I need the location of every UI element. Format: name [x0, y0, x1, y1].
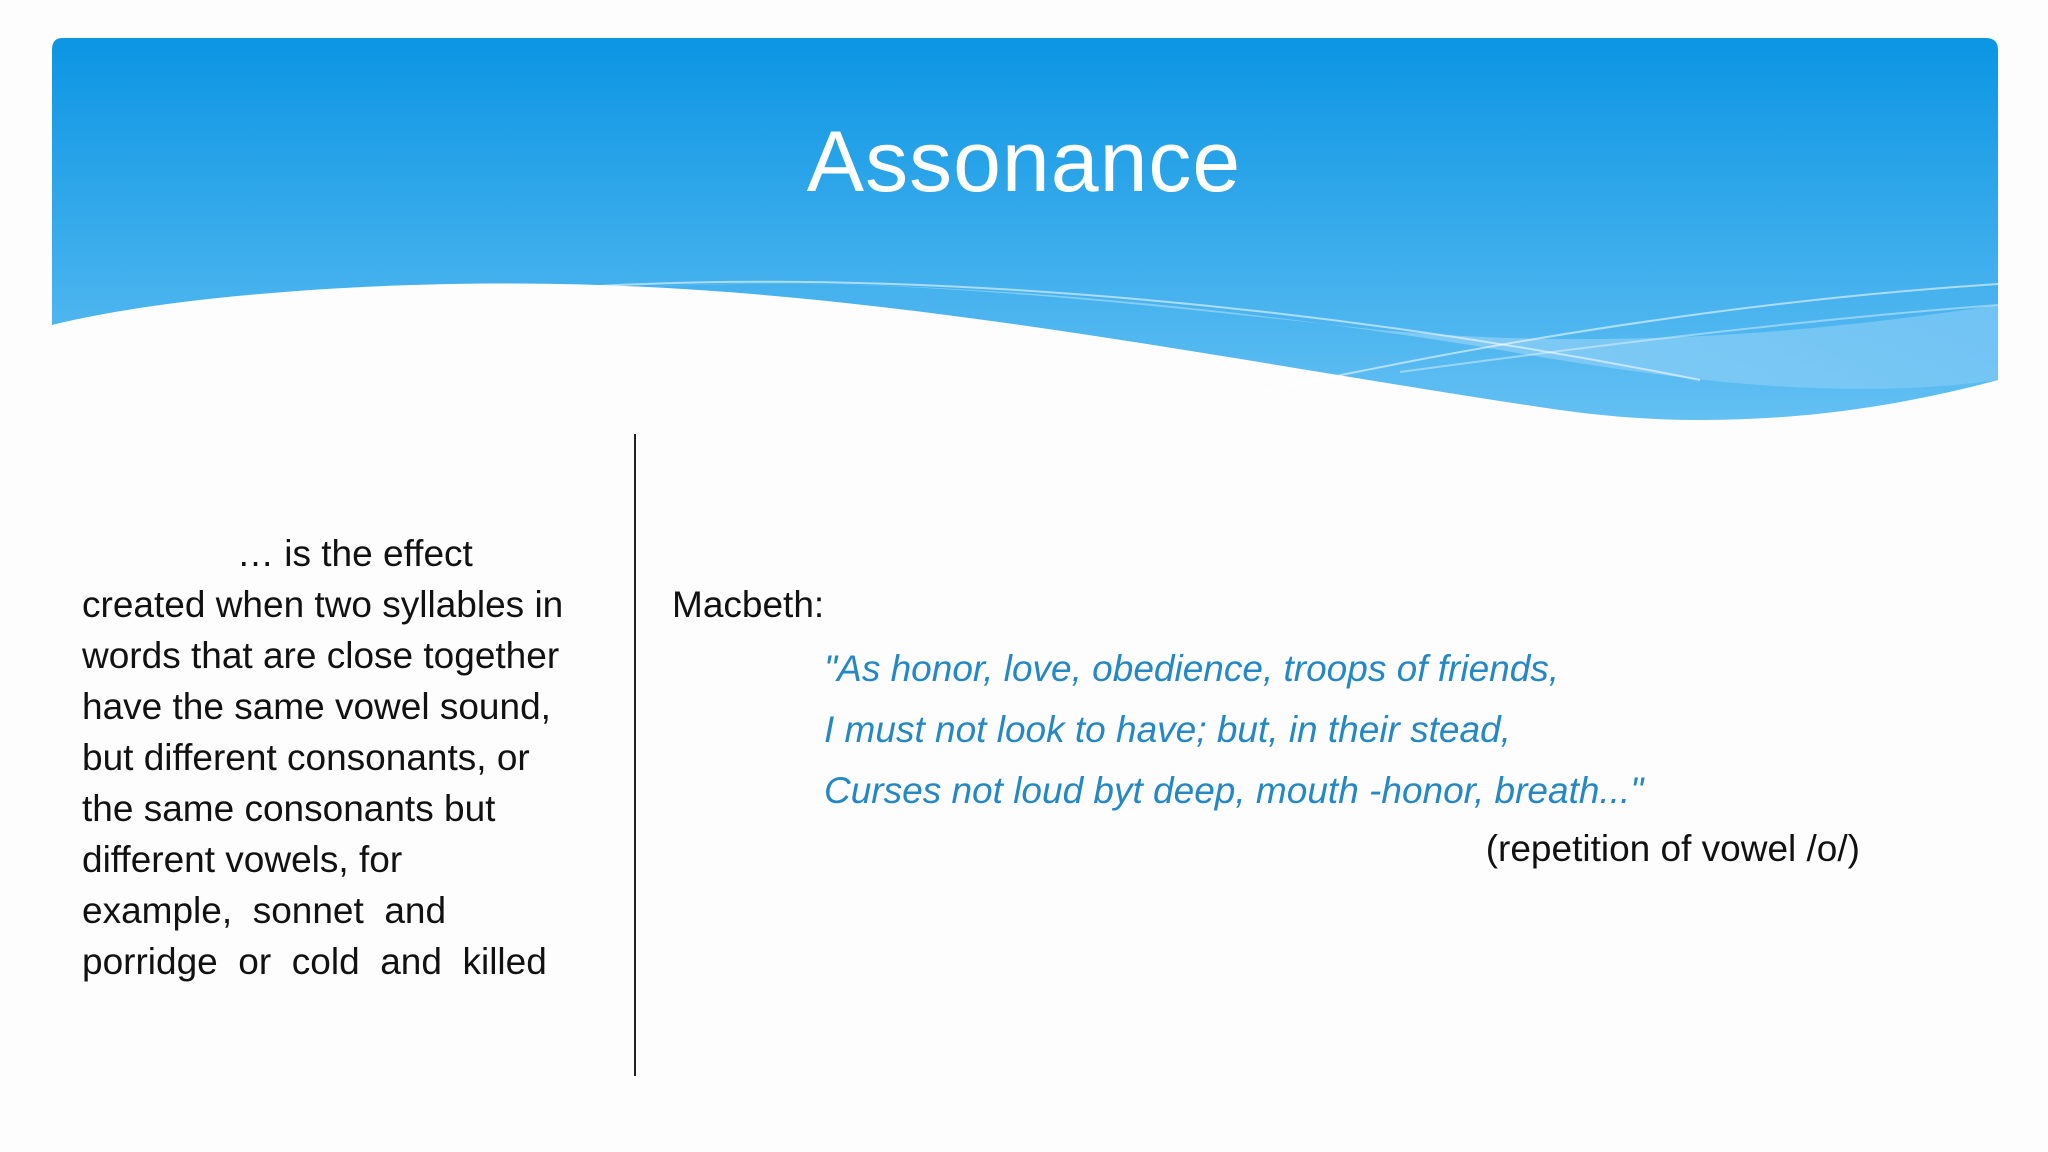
- definition-line: different vowels, for: [82, 839, 403, 880]
- definition-line: have the same vowel sound,: [82, 686, 551, 727]
- column-divider: [634, 434, 636, 1076]
- definition-line: porridge or cold and killed: [82, 941, 547, 982]
- macbeth-quote: [824, 638, 1643, 821]
- definition-line: … is the effect: [237, 533, 473, 574]
- definition-line: words that are close together: [82, 635, 560, 676]
- definition-line: example, sonnet and: [82, 890, 447, 931]
- repetition-note: (repetition of vowel /o/): [1485, 828, 1860, 869]
- quote-line: I must not look to have; but, in their stead,: [824, 709, 1511, 750]
- header-wave-banner: [0, 0, 2048, 440]
- quote-line: Curses not loud byt deep, mouth -honor, breath...": [824, 770, 1644, 811]
- definition-line: but different consonants, or: [82, 737, 530, 778]
- definition-line: the same consonants but: [82, 788, 496, 829]
- definition-text: [82, 528, 602, 987]
- speaker-label: Macbeth:: [672, 584, 825, 625]
- quote-line: "As honor, love, obedience, troops of friends,: [824, 648, 1560, 689]
- definition-line: created when two syllables in: [82, 584, 564, 625]
- slide-title: Assonance: [806, 114, 1242, 210]
